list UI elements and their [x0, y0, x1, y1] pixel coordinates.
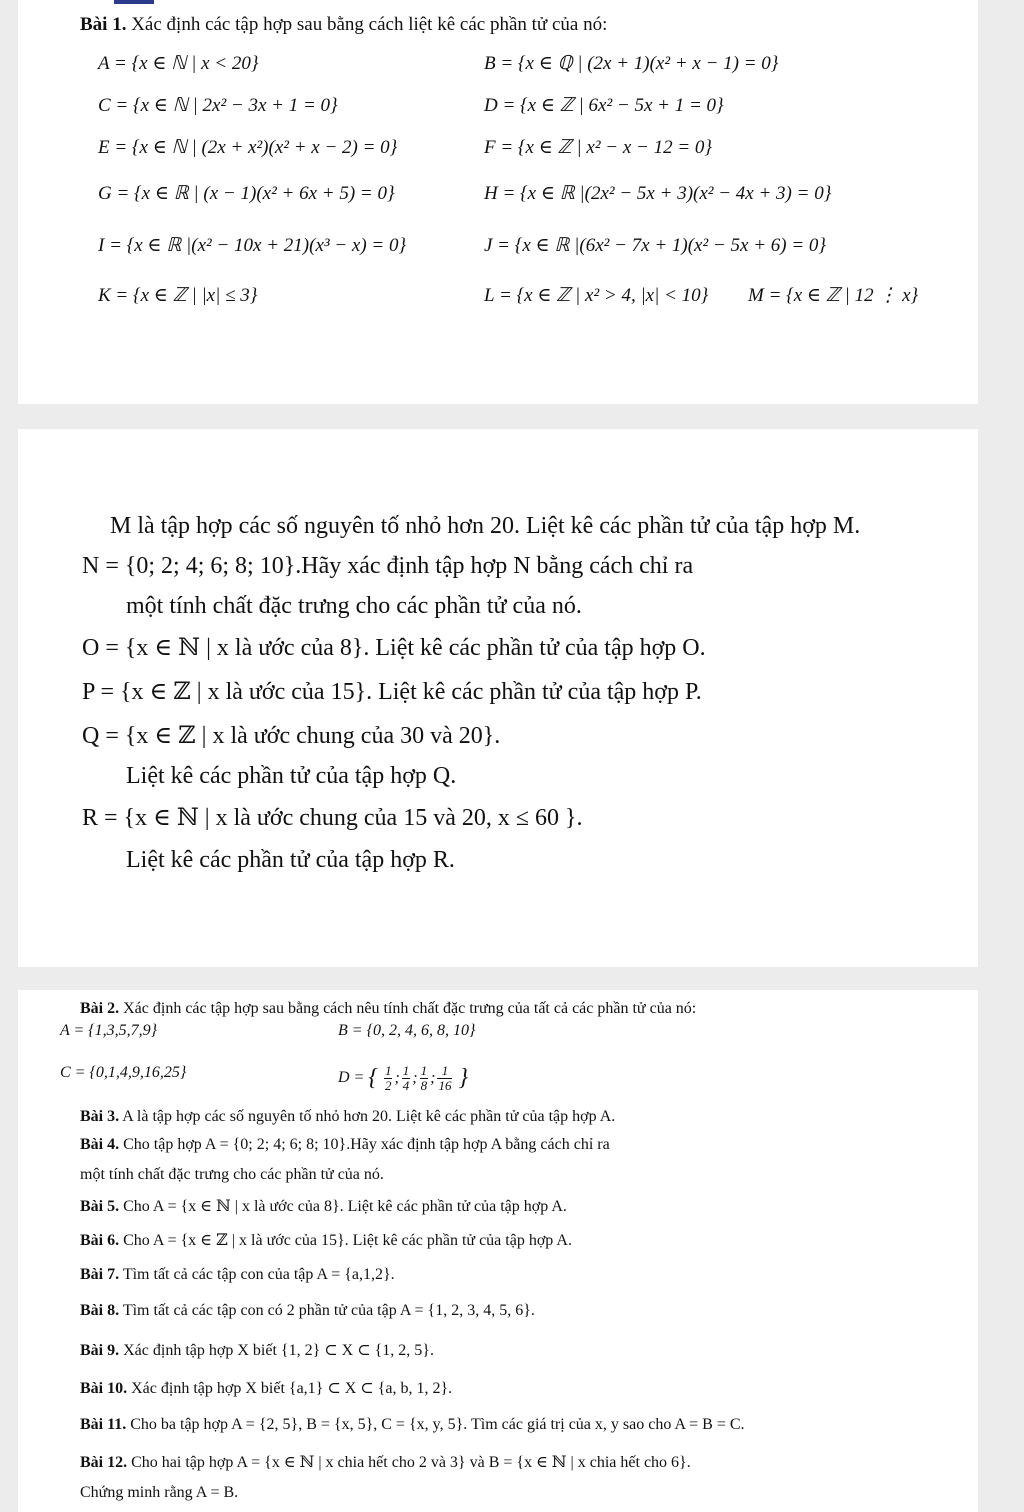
set-G: G = {x ∈ ℝ | (x − 1)(x² + 6x + 5) = 0}	[98, 183, 395, 204]
fraction	[402, 1064, 411, 1093]
exercise-label: Bài 12.	[80, 1454, 128, 1471]
set-J: J = {x ∈ ℝ |(6x² − 7x + 1)(x² − 5x + 6) = 0}	[484, 235, 827, 256]
set-N-question-cont: một tính chất đặc trưng cho các phần tử của nó.	[126, 593, 582, 619]
exercise-text: Xác định các tập hợp sau bằng cách liệt kê các phần tử của nó:	[126, 14, 608, 35]
exercise-text: Cho A = {x ∈ ℤ | x là ước của 15}. Liệt kê các phần tử của tập hợp A.	[119, 1232, 572, 1249]
set-R-question: R = {x ∈ ℕ | x là ước chung của 15 và 20, x ≤ 60 }.	[82, 805, 583, 831]
exercise-label: Bài 10.	[80, 1380, 128, 1397]
exercise-12-cont: Chứng minh rằng A = B.	[80, 1484, 239, 1501]
exercise-label: Bài 1.	[80, 14, 127, 35]
ex2-set-B: B = {0, 2, 4, 6, 8, 10}	[338, 1022, 476, 1039]
set-E: E = {x ∈ ℕ | (2x + x²)(x² + x − 2) = 0}	[98, 137, 398, 158]
ex2-set-C: C = {0,1,4,9,16,25}	[60, 1064, 187, 1081]
set-F: F = {x ∈ ℤ | x² − x − 12 = 0}	[484, 137, 713, 158]
exercise-text: Tìm tất cả các tập con của tập A = {a,1,2}.	[119, 1266, 395, 1283]
set-C: C = {x ∈ ℕ | 2x² − 3x + 1 = 0}	[98, 95, 338, 116]
set-Q-question: Q = {x ∈ ℤ | x là ước chung của 30 và 20}.	[82, 723, 501, 749]
exercise-12	[80, 1452, 691, 1472]
fraction-denominator: 4	[402, 1078, 410, 1093]
set-O-question: O = {x ∈ ℕ | x là ước của 8}. Liệt kê các phần tử của tập hợp O.	[82, 635, 706, 661]
set-H: H = {x ∈ ℝ |(2x² − 5x + 3)(x² − 4x + 3) = 0}	[484, 183, 832, 204]
exercise-4-cont: một tính chất đặc trưng cho các phần tử của nó.	[80, 1166, 384, 1183]
fraction-separator: ;	[430, 1069, 436, 1087]
exercise-text: Xác định các tập hợp sau bằng cách nêu tính chất đặc trưng của tất cả các phần tử của nó:	[119, 1000, 697, 1017]
exercise-2-title	[80, 1000, 696, 1018]
exercise-label: Bài 6.	[80, 1232, 120, 1249]
exercise-label: Bài 7.	[80, 1266, 120, 1283]
set-I: I = {x ∈ ℝ |(x² − 10x + 21)(x³ − x) = 0}	[98, 235, 407, 256]
exercise-list-large-panel	[18, 429, 978, 967]
exercise-text: Cho ba tập hợp A = {2, 5}, B = {x, 5}, C = {x, y, 5}. Tìm các giá trị của x, y sao cho A = B = C.	[126, 1416, 745, 1433]
fraction-denominator: 16	[438, 1078, 452, 1093]
exercise-text: Cho tập hợp A = {0; 2; 4; 6; 8; 10}.Hãy xác định tập hợp A bằng cách chỉ ra	[119, 1136, 610, 1153]
exercise-list-small-panel	[18, 990, 978, 1512]
fraction	[420, 1064, 429, 1093]
exercise-6	[80, 1230, 572, 1250]
fraction	[384, 1064, 393, 1093]
exercise-9	[80, 1340, 434, 1360]
prime-set-question: M là tập hợp các số nguyên tố nhỏ hơn 20. Liệt kê các phần tử của tập hợp M.	[110, 513, 861, 539]
set-M: M = {x ∈ ℤ | 12 ⋮ x}	[748, 285, 919, 306]
fraction-denominator: 8	[420, 1078, 428, 1093]
exercise-text: Xác định tập hợp X biết {1, 2} ⊂ X ⊂ {1, 2, 5}.	[119, 1342, 434, 1359]
fraction	[437, 1064, 452, 1093]
fraction-numerator: 1	[384, 1063, 392, 1078]
fraction-numerator: 1	[402, 1063, 410, 1078]
exercise-11	[80, 1416, 745, 1434]
exercise-text: Tìm tất cả các tập con có 2 phần tử của tập A = {1, 2, 3, 4, 5, 6}.	[119, 1302, 535, 1319]
exercise-label: Bài 4.	[80, 1136, 120, 1153]
ex2-set-D	[338, 1064, 468, 1093]
exercise-text: Cho A = {x ∈ ℕ | x là ước của 8}. Liệt kê các phần tử của tập hợp A.	[119, 1198, 567, 1215]
exercise-10	[80, 1378, 452, 1398]
exercise-1-panel	[18, 0, 978, 404]
fraction-numerator: 1	[437, 1064, 452, 1079]
exercise-label: Bài 11.	[80, 1416, 127, 1433]
set-K: K = {x ∈ ℤ | |x| ≤ 3}	[98, 285, 258, 306]
set-P-question: P = {x ∈ ℤ | x là ước của 15}. Liệt kê các phần tử của tập hợp P.	[82, 679, 702, 705]
set-N-question: N = {0; 2; 4; 6; 8; 10}.Hãy xác định tập hợp N bằng cách chỉ ra	[82, 553, 694, 579]
fraction-denominator: 2	[384, 1078, 392, 1093]
exercise-label: Bài 9.	[80, 1342, 120, 1359]
ex2-set-A: A = {1,3,5,7,9}	[60, 1022, 158, 1039]
fraction-separator: ;	[394, 1069, 400, 1087]
set-A: A = {x ∈ ℕ | x < 20}	[98, 53, 259, 74]
set-Q-question-cont: Liệt kê các phần tử của tập hợp Q.	[126, 763, 457, 789]
exercise-label: Bài 8.	[80, 1302, 120, 1319]
exercise-3	[80, 1108, 615, 1126]
set-R-question-cont: Liệt kê các phần tử của tập hợp R.	[126, 847, 455, 873]
fraction-numerator: 1	[420, 1063, 428, 1078]
exercise-text: Cho hai tập hợp A = {x ∈ ℕ | x chia hết cho 2 và 3} và B = {x ∈ ℕ | x chia hết cho 6}.	[127, 1454, 691, 1471]
left-brace: {	[368, 1065, 378, 1091]
exercise-label: Bài 2.	[80, 1000, 120, 1017]
set-D-prefix: D =	[338, 1069, 365, 1087]
exercise-label: Bài 5.	[80, 1198, 120, 1215]
fraction-separator: ;	[412, 1069, 418, 1087]
exercise-4	[80, 1136, 610, 1154]
set-L: L = {x ∈ ℤ | x² > 4, |x| < 10}	[484, 285, 709, 306]
exercise-1-title	[80, 14, 607, 36]
exercise-text: Xác định tập hợp X biết {a,1} ⊂ X ⊂ {a, b, 1, 2}.	[127, 1380, 453, 1397]
fraction-list	[382, 1063, 454, 1093]
set-D: D = {x ∈ ℤ | 6x² − 5x + 1 = 0}	[484, 95, 724, 116]
right-brace: }	[458, 1065, 469, 1091]
set-B: B = {x ∈ ℚ | (2x + 1)(x² + x − 1) = 0}	[484, 53, 779, 74]
exercise-7	[80, 1266, 395, 1284]
exercise-8	[80, 1302, 535, 1320]
top-accent-bar	[114, 0, 154, 4]
exercise-5	[80, 1196, 567, 1216]
exercise-label: Bài 3.	[80, 1108, 120, 1125]
exercise-text: A là tập hợp các số nguyên tố nhỏ hơn 20. Liệt kê các phần tử của tập hợp A.	[119, 1108, 616, 1125]
